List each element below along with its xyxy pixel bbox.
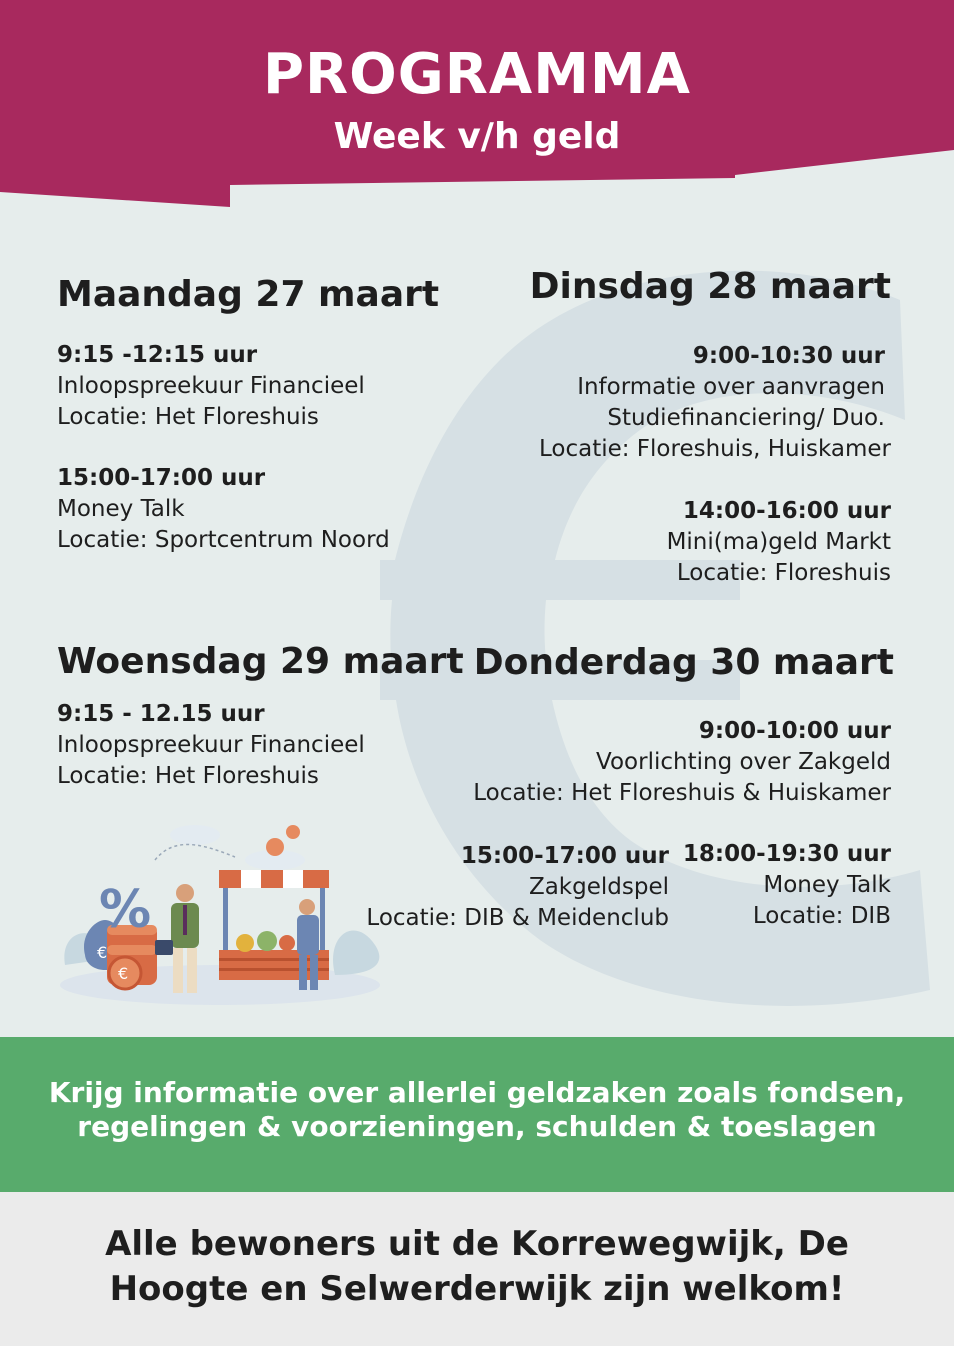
event-location: Locatie: Floreshuis, Huiskamer: [538, 436, 891, 462]
event-location: Locatie: Sportcentrum Noord: [57, 527, 390, 553]
info-banner-text: [0, 1076, 954, 1144]
page-title: PROGRAMMA: [263, 42, 691, 107]
event-maandag-1: [57, 340, 365, 433]
event-name: Informatie over aanvragen: [577, 374, 885, 400]
event-name: Inloopspreekuur Financieel: [57, 732, 365, 758]
event-time: 15:00-17:00 uur: [460, 843, 669, 869]
event-name: Zakgeldspel: [528, 874, 669, 900]
day-heading-dinsdag: Dinsdag 28 maart: [529, 266, 891, 307]
svg-text:€: €: [118, 964, 129, 983]
event-location: Locatie: DIB & Meidenclub: [366, 905, 669, 931]
event-name: Voorlichting over Zakgeld: [596, 749, 891, 775]
footer-text: [0, 1222, 954, 1312]
event-time: 15:00-17:00 uur: [57, 465, 266, 491]
event-time: 9:00-10:00 uur: [698, 718, 891, 744]
event-woensdag-1: [57, 699, 365, 792]
event-time: 9:00-10:30 uur: [692, 343, 885, 369]
event-time: 18:00-19:30 uur: [682, 841, 891, 867]
info-banner-line1: Krijg informatie over allerlei geldzaken zoals fondsen,: [48, 1076, 906, 1109]
market-illustration: [55, 815, 385, 1010]
footer-line2: Hoogte en Selwerderwijk zijn welkom!: [109, 1269, 845, 1309]
event-location: Locatie: Het Floreshuis & Huiskamer: [473, 780, 891, 806]
event-time: 9:15 - 12.15 uur: [57, 701, 265, 727]
event-name: Money Talk: [763, 872, 891, 898]
event-maandag-2: [57, 463, 390, 556]
event-location: Locatie: Het Floreshuis: [57, 763, 319, 789]
event-name: Mini(ma)geld Markt: [666, 529, 891, 555]
event-location: Locatie: Het Floreshuis: [57, 404, 319, 430]
event-name-line2: Studiefinanciering/ Duo.: [607, 405, 885, 431]
event-dinsdag-1: [539, 341, 891, 465]
page-subtitle: Week v/h geld: [333, 116, 621, 157]
info-banner-line2: regelingen & voorzieningen, schulden & toeslagen: [77, 1110, 877, 1143]
day-heading-woensdag: Woensdag 29 maart: [57, 641, 464, 682]
event-time: 9:15 -12:15 uur: [57, 342, 258, 368]
day-heading-donderdag: Donderdag 30 maart: [473, 642, 894, 683]
event-dinsdag-2: [667, 496, 891, 589]
svg-text:%: %: [99, 880, 152, 940]
event-donderdag-3: [683, 839, 891, 932]
event-name: Inloopspreekuur Financieel: [57, 373, 365, 399]
event-name: Money Talk: [57, 496, 185, 522]
svg-text:€: €: [97, 943, 108, 962]
event-time: 14:00-16:00 uur: [682, 498, 891, 524]
footer-line1: Alle bewoners uit de Korrewegwijk, De: [105, 1224, 849, 1264]
event-location: Locatie: Floreshuis: [676, 560, 891, 586]
event-location: Locatie: DIB: [752, 903, 891, 929]
day-heading-maandag: Maandag 27 maart: [57, 274, 440, 315]
event-donderdag-2: [366, 841, 669, 934]
event-donderdag-1: [473, 716, 891, 809]
